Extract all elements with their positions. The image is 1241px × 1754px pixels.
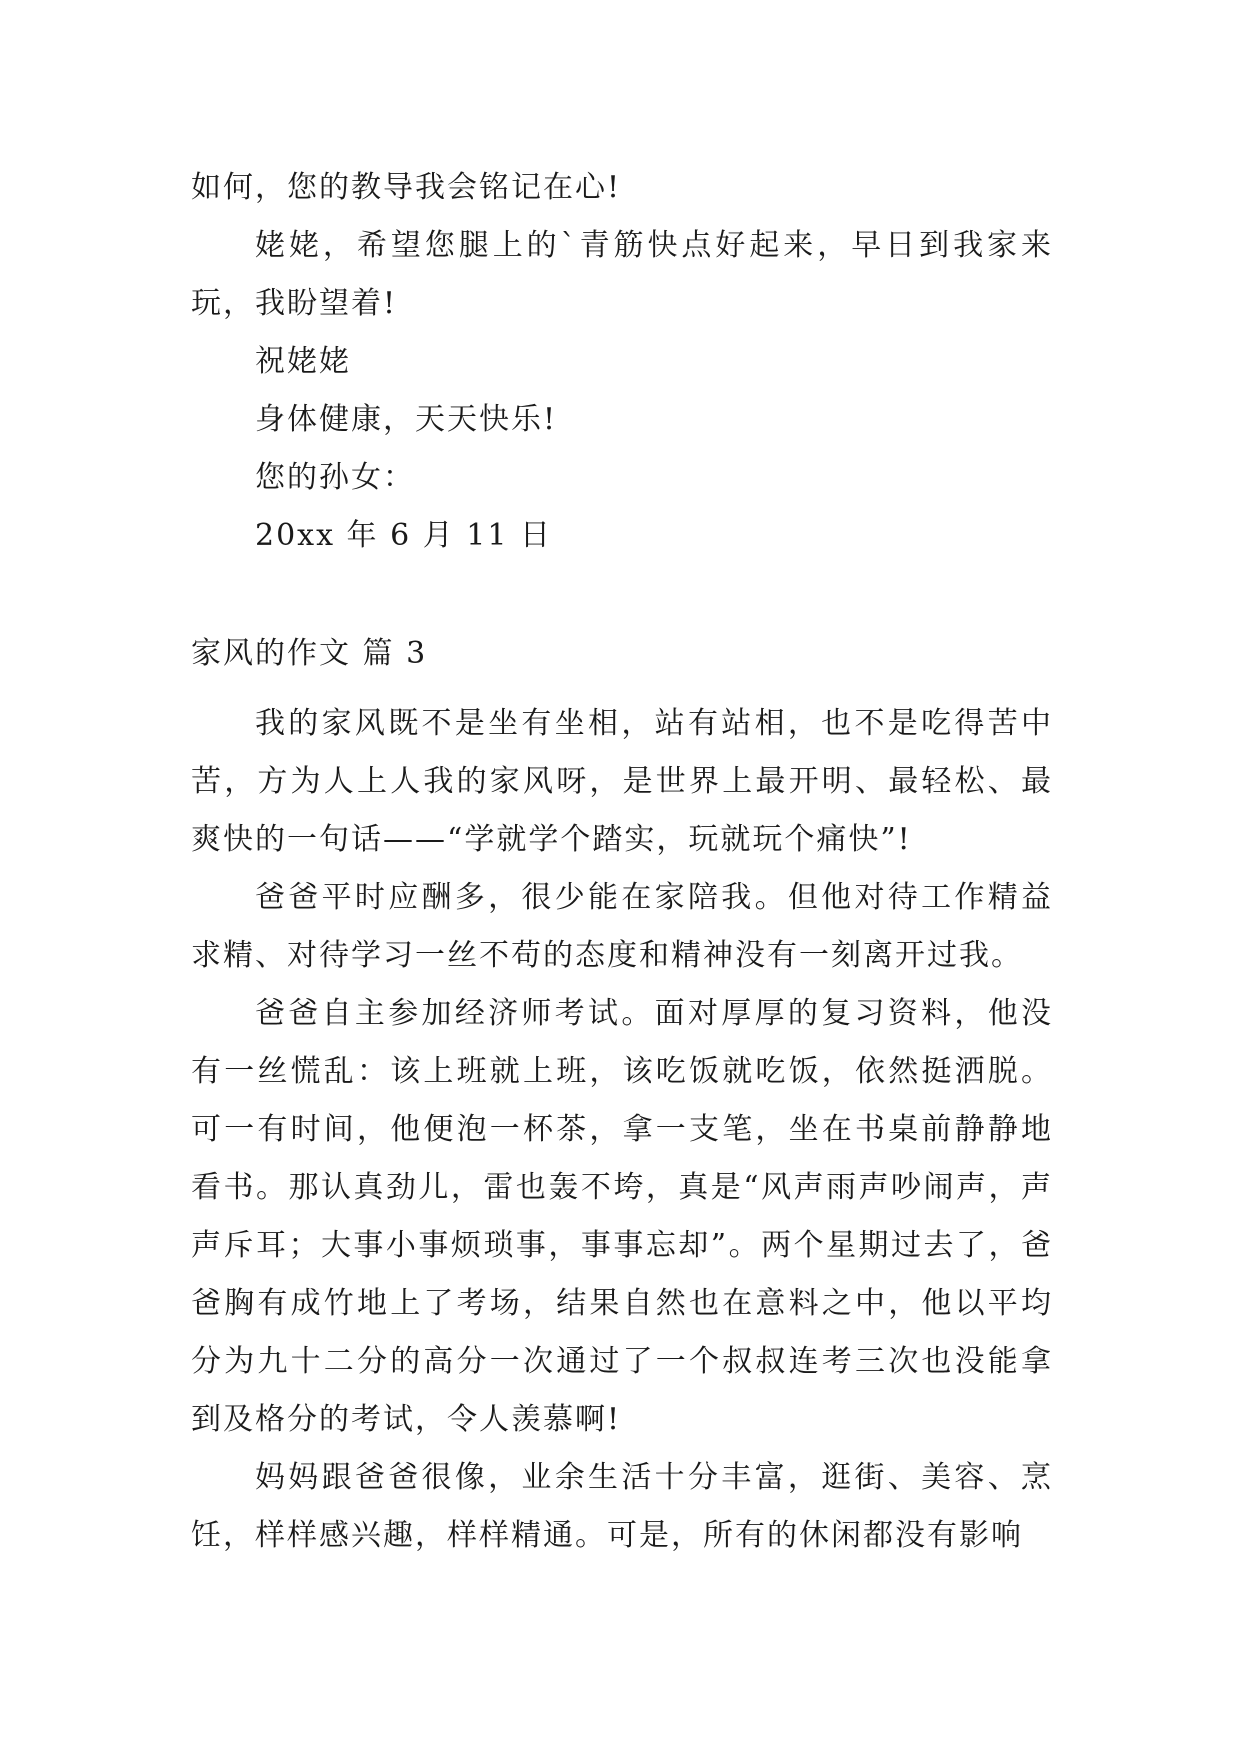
essay-section bbox=[191, 625, 1053, 1565]
essay-paragraph: 我的家风既不是坐有坐相，站有站相，也不是吃得苦中苦，方为人上人我的家风呀，是世界上最开明、最轻松、最爽快的一句话——“学就学个踏实，玩就玩个痛快”! bbox=[191, 706, 1053, 857]
letter-signature: 您的孙女： bbox=[255, 460, 415, 495]
essay-paragraph: 爸爸平时应酬多，很少能在家陪我。但他对待工作精益求精、对待学习一丝不苟的态度和精神没有一刻离开过我。 bbox=[191, 880, 1053, 973]
letter-date: 20xx 年 6 月 11 日 bbox=[255, 518, 552, 553]
letter-section bbox=[191, 159, 1053, 565]
letter-continuation: 如何，您的教导我会铭记在心! bbox=[191, 170, 622, 205]
letter-closing-line1: 祝姥姥 bbox=[255, 344, 351, 379]
letter-wish-paragraph: 姥姥，希望您腿上的`青筋快点好起来，早日到我家来玩，我盼望着! bbox=[191, 228, 1053, 321]
essay-paragraph: 妈妈跟爸爸很像，业余生活十分丰富，逛街、美容、烹饪，样样感兴趣，样样精通。可是，所有的休闲都没有影响 bbox=[191, 1460, 1053, 1553]
essay-title: 家风的作文 篇 3 bbox=[191, 636, 428, 671]
letter-closing-line2: 身体健康，天天快乐! bbox=[255, 402, 558, 437]
essay-paragraph: 爸爸自主参加经济师考试。面对厚厚的复习资料，他没有一丝慌乱：该上班就上班，该吃饭就吃饭，依然挺洒脱。可一有时间，他便泡一杯茶，拿一支笔，坐在书桌前静静地看书。那认真劲儿，雷也轰不垮，真是“风声雨声吵闹声，声声斥耳；大事小事烦琐事，事事忘却”。两个星期过去了，爸爸胸有成竹地上了考场，结果自然也在意料之中，他以平均分为九十二分的高分一次通过了一个叔叔连考三次也没能拿到及格分的考试，令人羡慕啊! bbox=[191, 996, 1053, 1437]
